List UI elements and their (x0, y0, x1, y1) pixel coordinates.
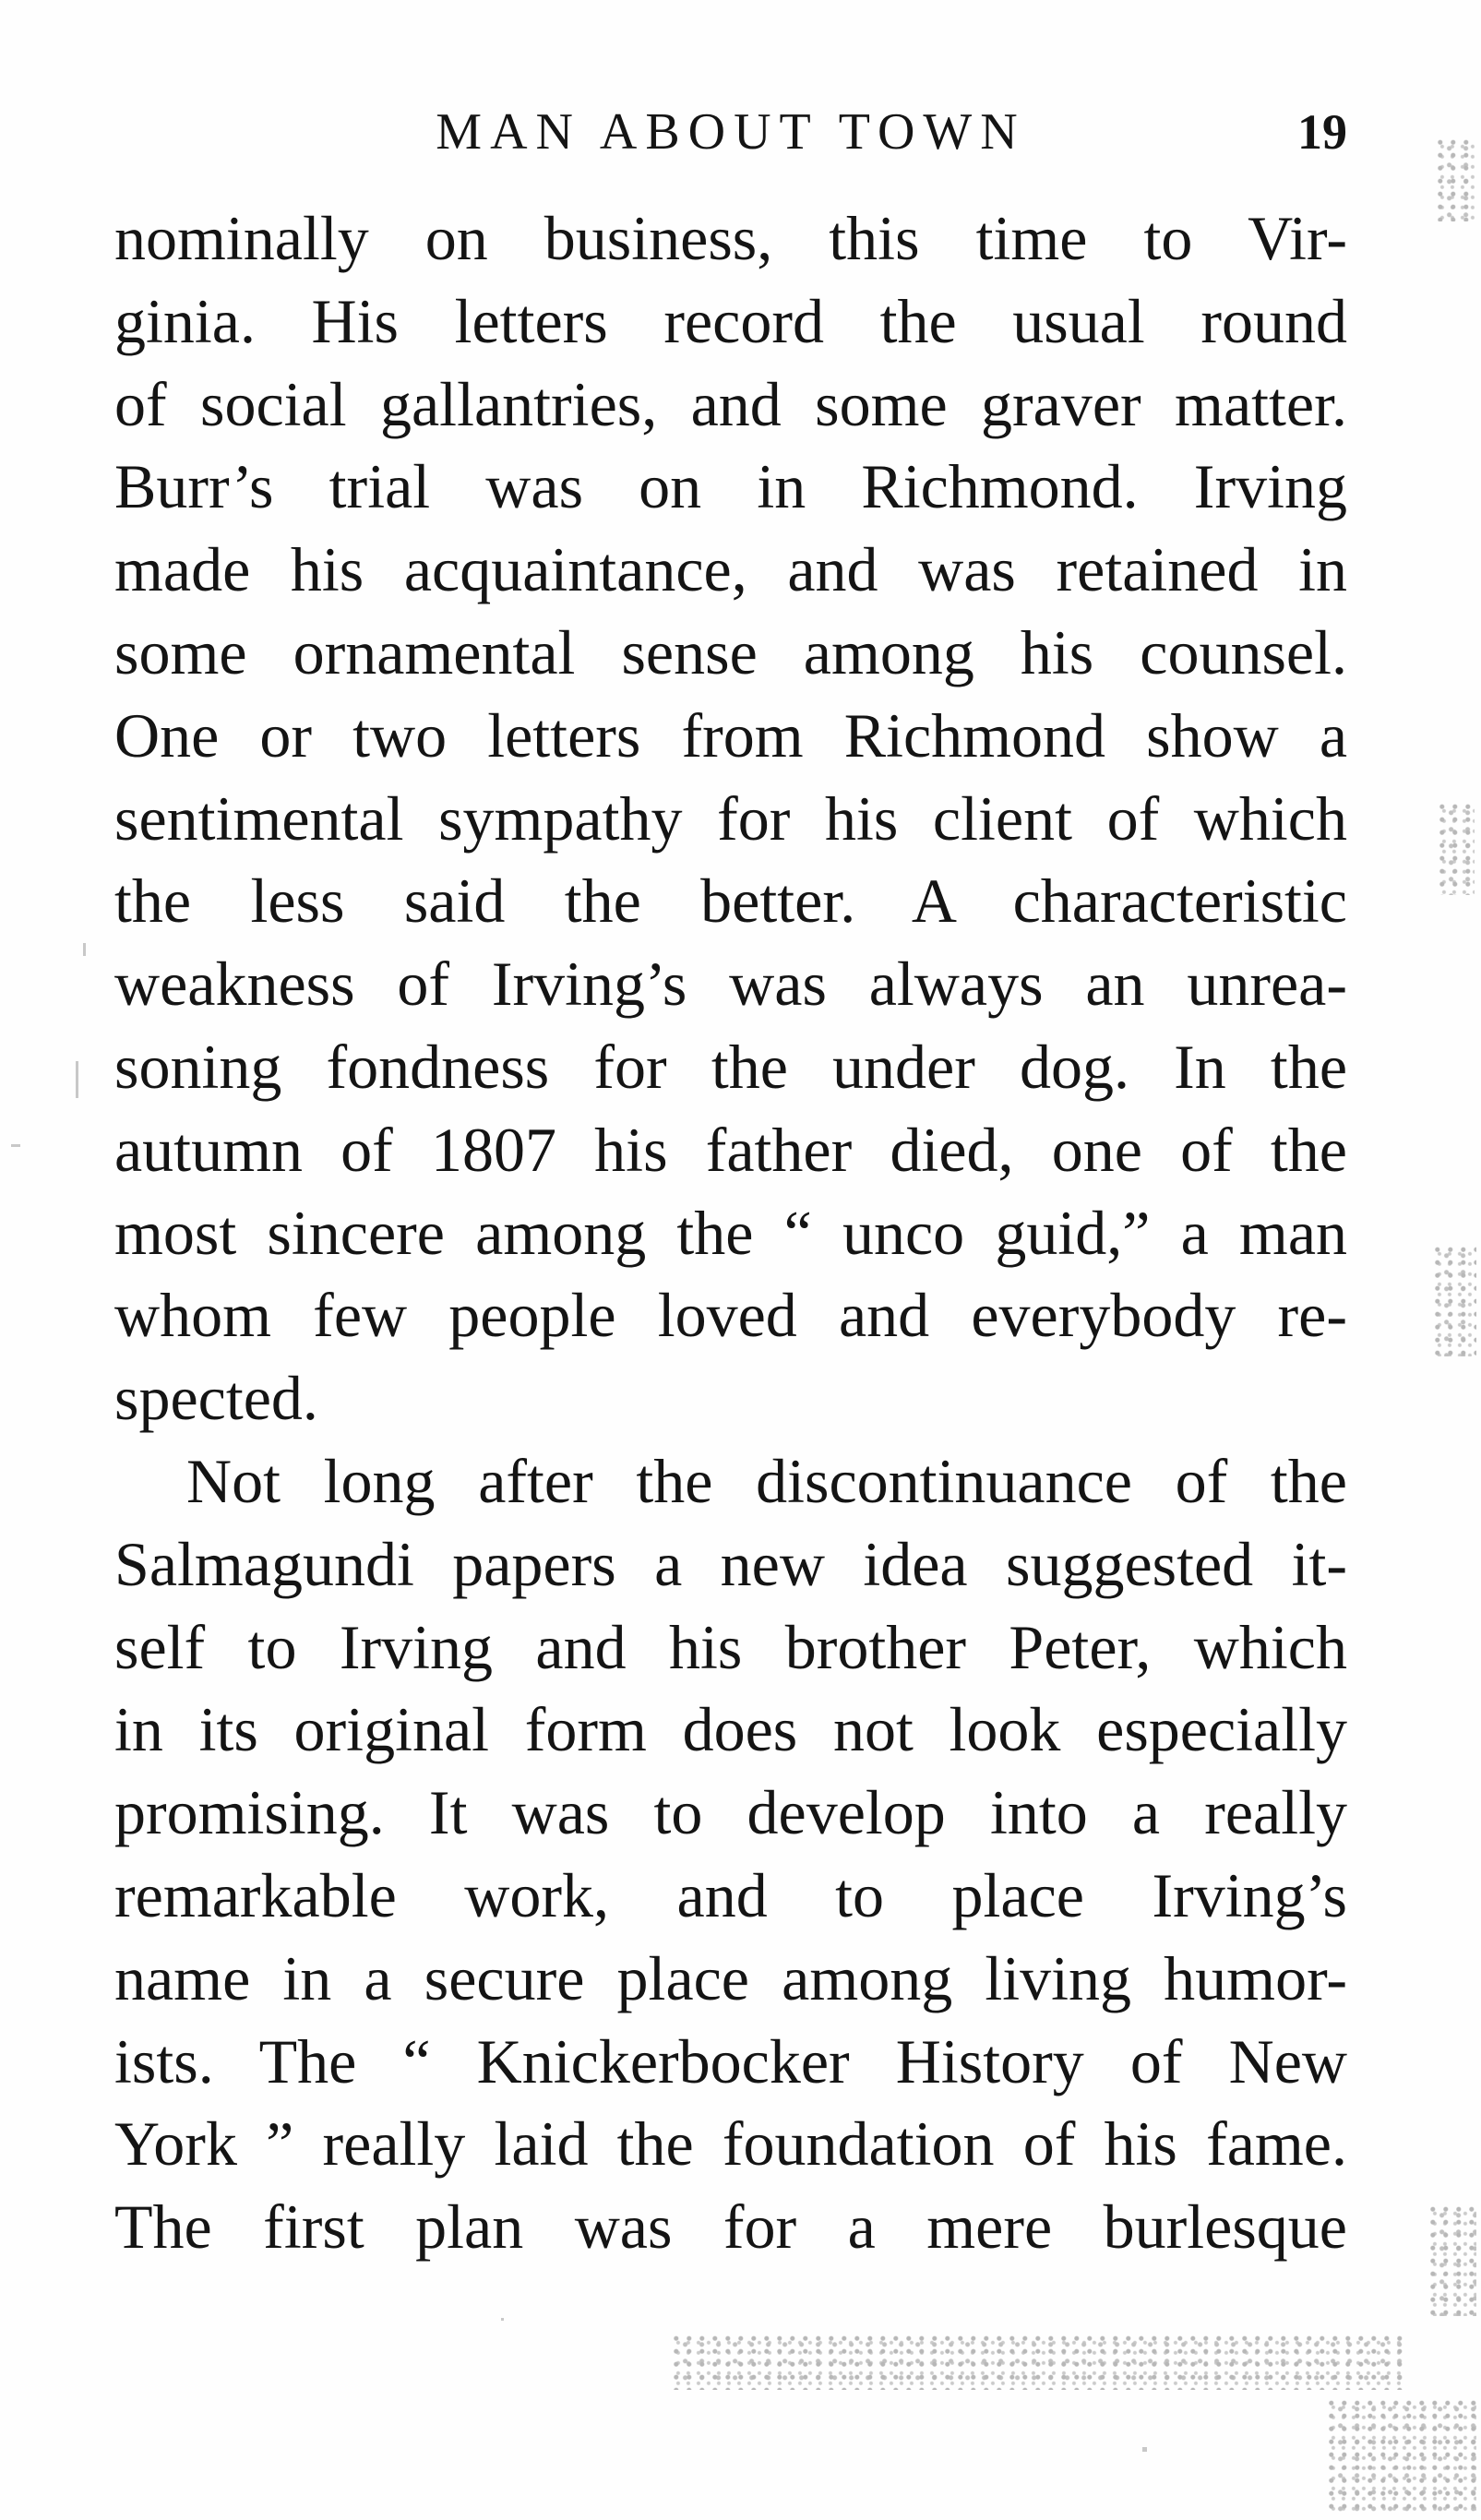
scan-speck (76, 1061, 78, 1098)
text-line: York ” really laid the foundation of his fame. (114, 2108, 1347, 2180)
text-line: One or two letters from Richmond show a (114, 699, 1347, 770)
scan-noise-bottom-band (674, 2335, 1403, 2390)
text-line: most sincere among the “ unco guid,” a man (114, 1197, 1347, 1268)
text-line: nominally on business, this time to Vir- (114, 203, 1347, 273)
text-line: some ornamental sense among his counsel. (114, 616, 1347, 687)
running-head (114, 100, 1347, 164)
scan-speck (11, 1144, 20, 1147)
scan-noise-corner (1329, 2399, 1476, 2514)
text-line: The first plan was for a mere burlesque (114, 2192, 1347, 2263)
scan-speck (83, 943, 86, 956)
text-line: name in a secure place among living humor- (114, 1942, 1347, 2013)
text-line: in its original form does not look especially (114, 1694, 1347, 1765)
running-title: MAN ABOUT TOWN (436, 103, 1026, 161)
page-number: 19 (1297, 104, 1347, 160)
text-line: promising. It was to develop into a really (114, 1777, 1347, 1848)
text-line: the less said the better. A characteristic (114, 866, 1347, 937)
scan-noise-right-lower (1435, 1246, 1476, 1356)
text-line: weakness of Irving’s was always an unrea- (114, 949, 1347, 1020)
text-line: whom few people loved and everybody re- (114, 1280, 1347, 1351)
text-line: Burr’s trial was on in Richmond. Irving (114, 451, 1347, 522)
text-line: made his acquaintance, and was retained in (114, 534, 1347, 605)
text-line: ists. The “ Knickerbocker History of New (114, 2025, 1347, 2096)
text-line: soning fondness for the under dog. In the (114, 1031, 1347, 1102)
text-line: of social gallantries, and some graver matter. (114, 368, 1347, 439)
scan-noise-right-mid (1439, 803, 1475, 895)
scan-noise-right-top (1438, 138, 1475, 221)
paragraph-end-line: spected. (114, 1363, 318, 1434)
scan-speck (501, 2318, 504, 2321)
body-text (114, 197, 1347, 2269)
text-line: sentimental sympathy for his client of which (114, 782, 1347, 854)
scan-noise-right-bottom (1430, 2205, 1476, 2316)
scan-speck (1142, 2447, 1147, 2452)
text-line: remarkable work, and to place Irving’s (114, 1859, 1347, 1930)
paragraph-start-line: Not long after the discontinuance of the (186, 1445, 1347, 1516)
text-line: self to Irving and his brother Peter, which (114, 1611, 1347, 1682)
text-line: ginia. His letters record the usual round (114, 285, 1347, 356)
text-line: Salmagundi papers a new idea suggested it- (114, 1528, 1347, 1599)
text-line: autumn of 1807 his father died, one of the (114, 1114, 1347, 1185)
